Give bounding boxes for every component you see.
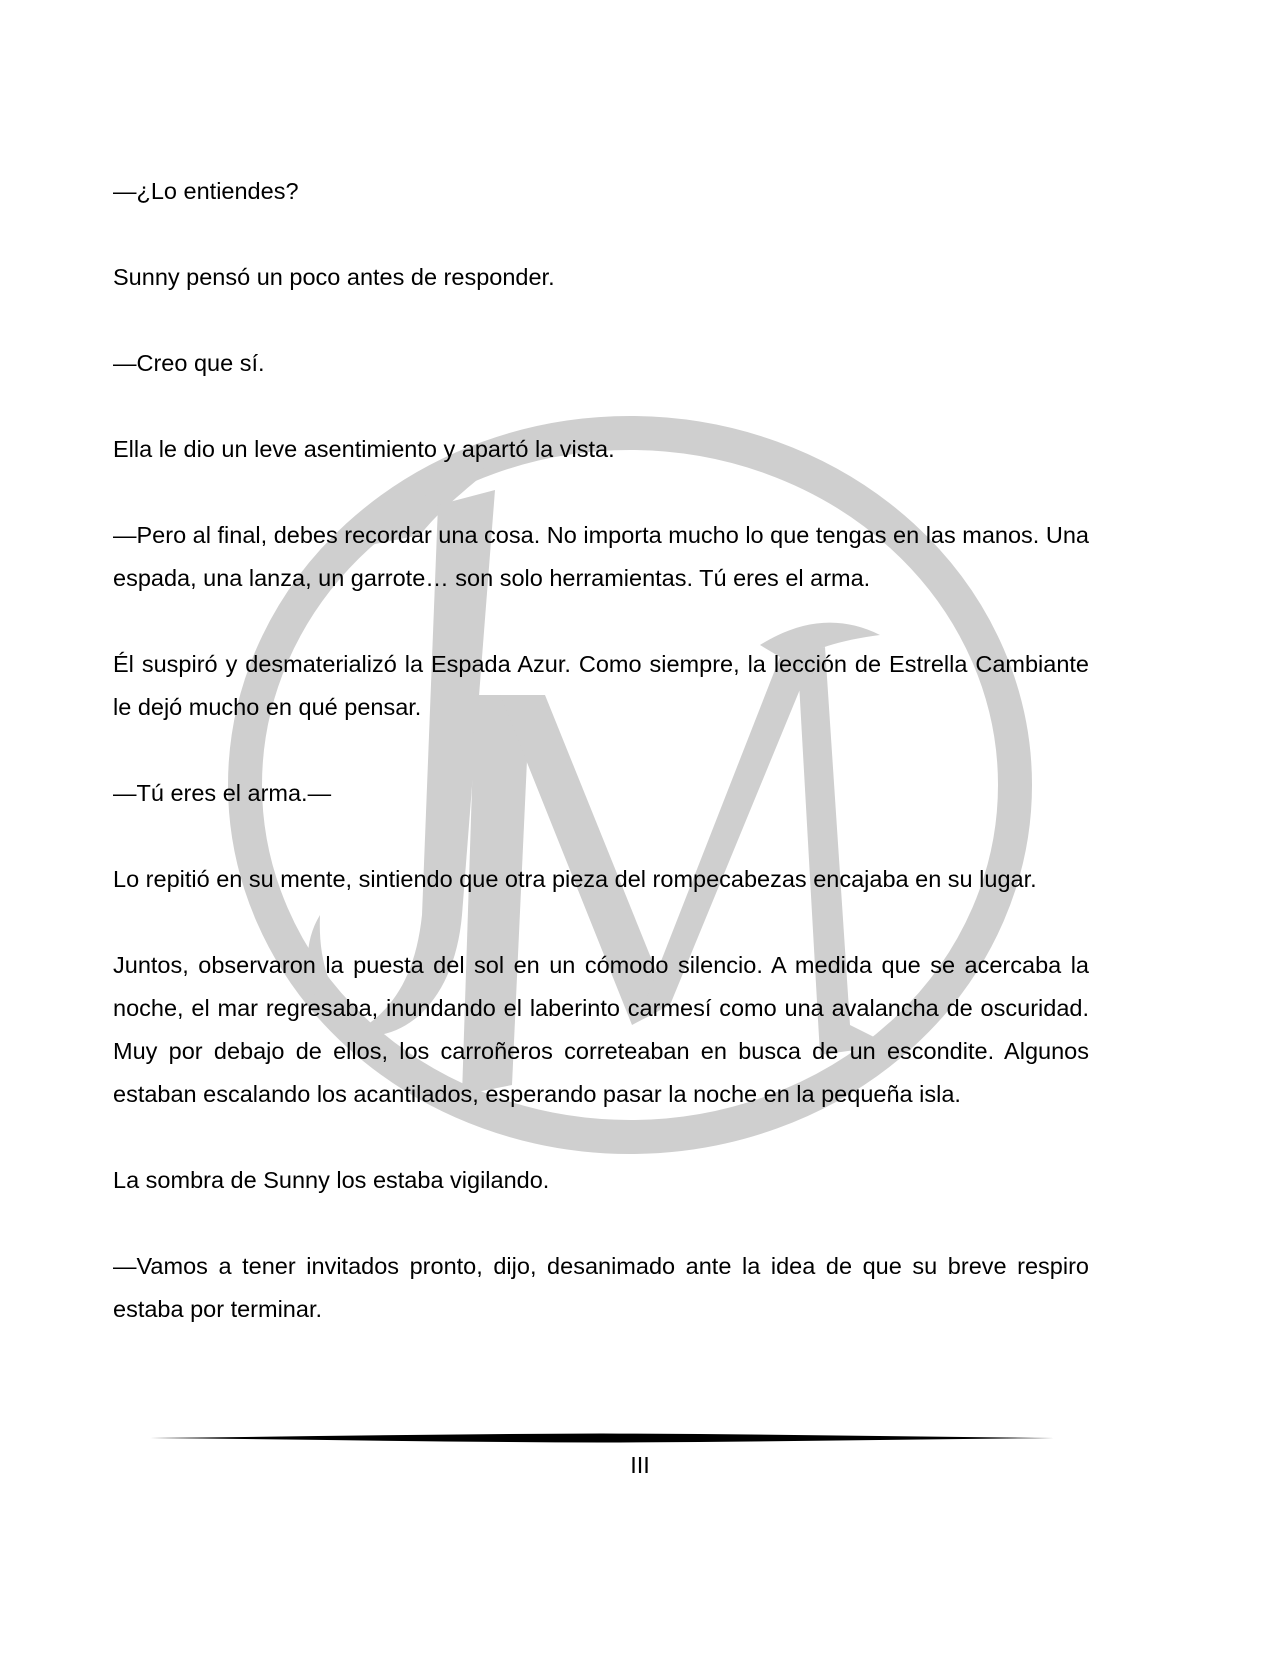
body-text <box>113 170 1089 1374</box>
paragraph: —¿Lo entiendes? <box>113 178 299 204</box>
paragraph: —Pero al final, debes recordar una cosa. No importa mucho lo que tengas en las manos. Una espada, una lanza, un garrote… son solo herramientas. Tú eres el arma. <box>113 522 1089 591</box>
footer-divider <box>150 1433 1054 1443</box>
paragraph: Juntos, observaron la puesta del sol en un cómodo silencio. A medida que se acercaba la noche, el mar regresaba, inundando el laberinto carmesí como una avalancha de oscuridad. Muy por debajo de ellos, los carroñeros correteaban en busca de un escondite. Algunos estaban escalando los acantilados, esperando pasar la noche en la pequeña isla. <box>113 952 1089 1107</box>
paragraph: —Tú eres el arma.— <box>113 780 332 806</box>
paragraph: —Vamos a tener invitados pronto, dijo, desanimado ante la idea de que su breve respiro estaba por terminar. <box>113 1253 1089 1322</box>
paragraph: Sunny pensó un poco antes de responder. <box>113 264 555 290</box>
paragraph: La sombra de Sunny los estaba vigilando. <box>113 1167 550 1193</box>
paragraph: Ella le dio un leve asentimiento y apartó la vista. <box>113 436 615 462</box>
paragraph: Él suspiró y desmaterializó la Espada Azur. Como siempre, la lección de Estrella Cambiante le dejó mucho en qué pensar. <box>113 651 1089 720</box>
paragraph: Lo repitió en su mente, sintiendo que otra pieza del rompecabezas encajaba en su lugar. <box>113 866 1037 892</box>
page-number: III <box>630 1452 650 1478</box>
paragraph: —Creo que sí. <box>113 350 265 376</box>
